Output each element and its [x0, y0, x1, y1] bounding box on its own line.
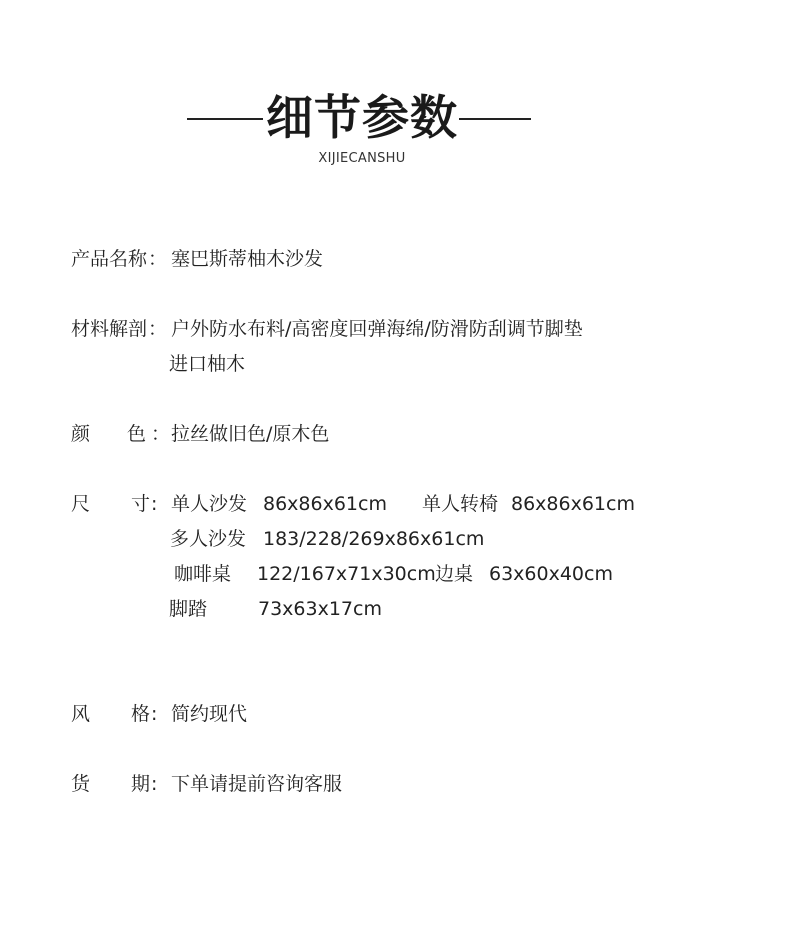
spec-value: 户外防水布料/高密度回弹海绵/防滑防刮调节脚垫 [171, 318, 583, 340]
spec-size [71, 492, 711, 624]
section-title: 细节参数 [266, 91, 458, 146]
spec-label-char: 色 [127, 423, 147, 445]
spec-label-char: 格 [131, 703, 151, 725]
size-item-name: 边桌 [435, 563, 474, 585]
size-item-name: 单人转椅 [422, 493, 499, 515]
section-subtitle: XIJIECANSHU [318, 151, 406, 166]
size-item-dims: 86x86x61cm [263, 493, 387, 515]
spec-label-char: 期 [131, 773, 151, 795]
size-item-dims: 183/228/269x86x61cm [263, 528, 485, 550]
size-item-name: 多人沙发 [170, 528, 247, 550]
spec-value: 拉丝做旧色/原木色 [171, 423, 330, 445]
spec-value: 下单请提前咨询客服 [171, 773, 343, 795]
spec-color [71, 422, 671, 450]
spec-value-continued: 进口柚木 [169, 353, 246, 375]
size-item-name: 脚踏 [169, 598, 208, 620]
spec-colon: : [151, 493, 158, 515]
section-header [0, 88, 790, 178]
spec-label-char: 尺 [71, 493, 91, 515]
spec-value: 简约现代 [171, 703, 248, 725]
size-item-name: 单人沙发 [171, 493, 248, 515]
spec-colon: ： [148, 248, 168, 270]
title-left-rule [187, 118, 263, 120]
title-right-rule [459, 118, 531, 120]
spec-colon: : [151, 703, 158, 725]
spec-materials [71, 317, 711, 379]
spec-label-char: 货 [71, 773, 91, 795]
spec-value: 塞巴斯蒂柚木沙发 [171, 248, 324, 270]
spec-label-char: 寸 [131, 493, 151, 515]
spec-colon: ： [151, 423, 171, 445]
spec-colon: ： [148, 318, 168, 340]
spec-style [71, 702, 671, 730]
spec-label: 材料解剖 [71, 318, 148, 340]
size-item-dims: 122/167x71x30cm [257, 563, 436, 585]
spec-product-name [71, 247, 671, 275]
spec-delivery [71, 772, 671, 800]
spec-colon: : [151, 773, 158, 795]
spec-label-char: 风 [71, 703, 91, 725]
size-item-dims: 86x86x61cm [511, 493, 635, 515]
size-item-name: 咖啡桌 [174, 563, 232, 585]
size-item-dims: 63x60x40cm [489, 563, 613, 585]
size-item-dims: 73x63x17cm [258, 598, 382, 620]
spec-label: 产品名称 [71, 248, 148, 270]
spec-label-char: 颜 [71, 423, 91, 445]
